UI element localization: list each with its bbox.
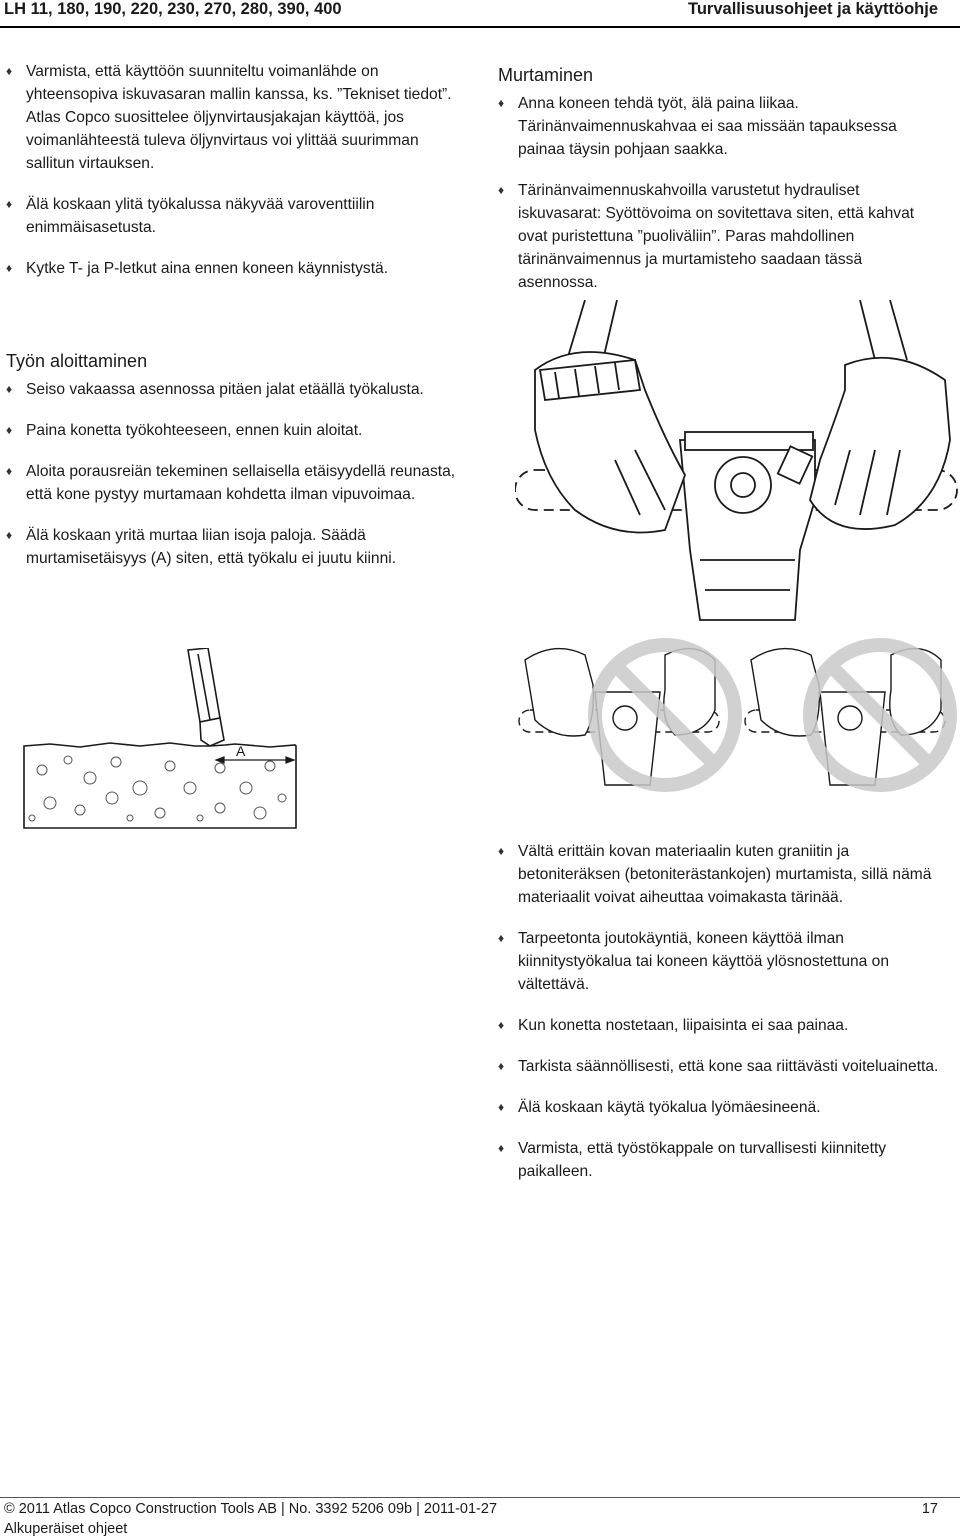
list-item: ♦ Vältä erittäin kovan materiaalin kuten graniitin ja betoniteräksen (betoniterästankojen) murtamista, sillä nämä materiaalit voivat aiheuttaa voimakasta tärinää.: [498, 840, 943, 909]
footer-divider: [0, 1497, 960, 1498]
breaking-distance-figure: [20, 648, 310, 833]
diamond-bullet-icon: ♦: [6, 64, 13, 78]
left-column-top: [6, 60, 458, 298]
incorrect-grip-right-illustration: [745, 649, 945, 785]
start-bullet-list: [6, 378, 458, 570]
diamond-bullet-icon: ♦: [6, 464, 13, 478]
footer-original-instructions: Alkuperäiset ohjeet: [4, 1521, 128, 1537]
diamond-bullet-icon: ♦: [498, 931, 505, 945]
diamond-bullet-icon: ♦: [6, 261, 13, 275]
correct-grip-figure: [515, 300, 960, 625]
incorrect-grip-figure: [515, 630, 960, 800]
list-item: ♦ Älä koskaan yritä murtaa liian isoja paloja. Säädä murtamisetäisyys (A) siten, että työkalu ei juutu kiinni.: [6, 524, 458, 570]
page-number: 17: [921, 1501, 938, 1517]
start-section: [6, 350, 458, 588]
breaking-section: [498, 64, 943, 312]
breaking-section-title: Murtaminen: [498, 65, 594, 85]
list-item: ♦ Kun konetta nostetaan, liipaisinta ei saa painaa.: [498, 1014, 943, 1037]
document-section-header: Turvallisuusohjeet ja käyttöohje: [687, 0, 938, 18]
diamond-bullet-icon: ♦: [6, 528, 13, 542]
diamond-bullet-icon: ♦: [6, 382, 13, 396]
diamond-bullet-icon: ♦: [498, 1100, 505, 1114]
list-item: ♦ Paina konetta työkohteeseen, ennen kuin aloitat.: [6, 419, 458, 442]
diamond-bullet-icon: ♦: [498, 844, 505, 858]
diamond-bullet-icon: ♦: [498, 183, 505, 197]
list-item: ♦ Kytke T- ja P-letkut aina ennen koneen käynnistystä.: [6, 257, 458, 280]
document-model-header: LH 11, 180, 190, 220, 230, 270, 280, 390, 400: [4, 0, 342, 18]
list-item: ♦ Anna koneen tehdä työt, älä paina liikaa. Tärinänvaimennuskahvaa ei saa missään tapauksessa painaa täysin pohjaan saakka.: [498, 92, 943, 161]
breaking-bullet-list: [498, 92, 943, 294]
start-section-title: Työn aloittaminen: [6, 351, 148, 371]
diamond-bullet-icon: ♦: [498, 96, 505, 110]
diamond-bullet-icon: ♦: [6, 197, 13, 211]
footer-copyright: © 2011 Atlas Copco Construction Tools AB | No. 3392 5206 09b | 2011-01-27: [4, 1501, 498, 1517]
dimension-a-label: A: [236, 743, 246, 759]
list-item: ♦ Varmista, että työstökappale on turvallisesti kiinnitetty paikalleen.: [498, 1137, 943, 1183]
diamond-bullet-icon: ♦: [6, 423, 13, 437]
list-item: ♦ Aloita porausreiän tekeminen sellaisella etäisyydellä reunasta, että kone pystyy murtamaan kohdetta ilman vipuvoimaa.: [6, 460, 458, 506]
diamond-bullet-icon: ♦: [498, 1059, 505, 1073]
diamond-bullet-icon: ♦: [498, 1141, 505, 1155]
right-column-bottom: [498, 840, 943, 1201]
rock-block-illustration: [24, 743, 296, 828]
list-item: ♦ Älä koskaan käytä työkalua lyömäesineenä.: [498, 1096, 943, 1119]
right-gloved-hand-illustration: [810, 300, 950, 529]
list-item: ♦ Seiso vakaassa asennossa pitäen jalat etäällä työkalusta.: [6, 378, 458, 401]
breaker-tool-illustration: [188, 648, 224, 746]
list-item: ♦ Tarpeetonta joutokäyntiä, koneen käyttöä ilman kiinnitystyökalua tai koneen käyttöä ylösnostettuna on vältettävä.: [498, 927, 943, 996]
list-item: ♦ Tärinänvaimennuskahvoilla varustetut hydrauliset iskuvasarat: Syöttövoima on sovitettava siten, että kahvat ovat puristettuna ”puoliväliin”. Paras mahdollinen tärinänvaimennus ja murtamisteho saadaan tässä asennossa.: [498, 179, 943, 294]
list-item: ♦ Tarkista säännöllisesti, että kone saa riittävästi voiteluainetta.: [498, 1055, 943, 1078]
general-safety-bullet-list: [498, 840, 943, 1183]
power-source-bullet-list: [6, 60, 458, 280]
diamond-bullet-icon: ♦: [498, 1018, 505, 1032]
list-item: ♦ Älä koskaan ylitä työkalussa näkyvää varoventtiilin enimmäisasetusta.: [6, 193, 458, 239]
header-divider: [0, 26, 960, 28]
list-item: ♦ Varmista, että käyttöön suunniteltu voimanlähde on yhteensopiva iskuvasaran mallin kanssa, ks. ”Tekniset tiedot”. Atlas Copco suosittelee öljynvirtausjakajan käyttöä, jos voimanlähteestä tuleva öljynvirtaus voi ylittää suurimman sallitun virtauksen.: [6, 60, 458, 175]
